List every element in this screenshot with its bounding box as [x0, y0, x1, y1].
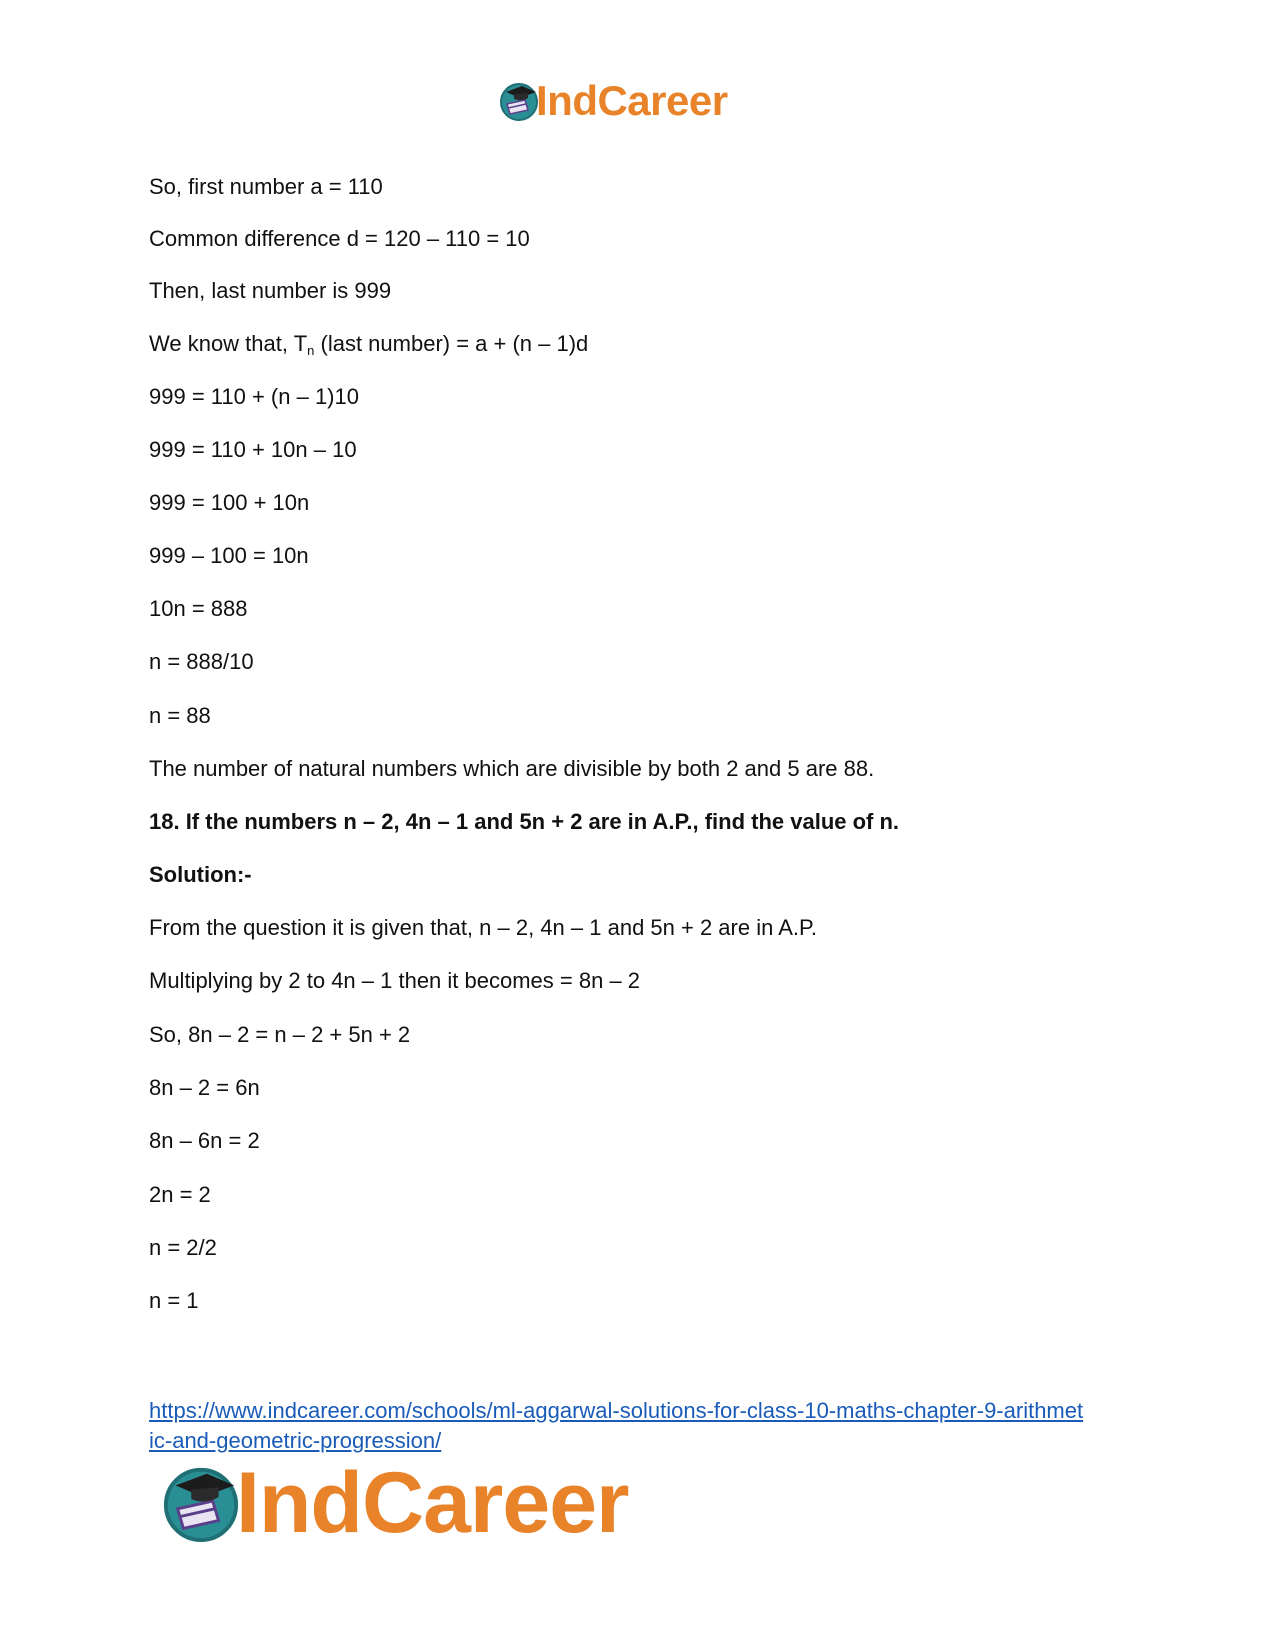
question-title: 18. If the numbers n – 2, 4n – 1 and 5n + 2 are in A.P., find the value of n. [149, 809, 900, 834]
solution-step: 8n – 6n = 2 [149, 1128, 260, 1153]
text-line: 999 = 100 + 10n [149, 490, 310, 515]
solution-step: n = 1 [149, 1288, 199, 1313]
solution-step: So, 8n – 2 = n – 2 + 5n + 2 [149, 1022, 411, 1047]
formula-suffix: (last number) = a + (n – 1)d [314, 331, 589, 356]
logo-wordmark: IndCareer [236, 1455, 629, 1551]
source-link[interactable] [149, 1396, 1139, 1456]
solution-step: 8n – 2 = 6n [149, 1075, 260, 1100]
header-logo [498, 77, 728, 124]
text-line: 999 = 110 + (n – 1)10 [149, 384, 359, 409]
solution-label: Solution:- [149, 862, 252, 887]
source-link-line-1[interactable]: https://www.indcareer.com/schools/ml-aggarwal-solutions-for-class-10-maths-chapter-9-arithmet [149, 1398, 1084, 1423]
solution-step: 2n = 2 [149, 1182, 211, 1207]
graduation-globe-icon [498, 80, 540, 122]
text-line: Common difference d = 120 – 110 = 10 [149, 226, 530, 251]
text-line: Then, last number is 999 [149, 278, 392, 303]
text-line: n = 888/10 [149, 649, 254, 674]
text-line: n = 88 [149, 703, 211, 728]
logo-wordmark: IndCareer [536, 77, 728, 124]
main-content [149, 174, 1129, 1314]
text-line: 999 = 110 + 10n – 10 [149, 437, 357, 462]
footer-logo [160, 1455, 629, 1551]
source-link-line-2[interactable]: ic-and-geometric-progression/ [149, 1428, 442, 1453]
formula-subscript: n [307, 343, 315, 358]
formula-line [149, 331, 1129, 357]
text-line: 10n = 888 [149, 596, 248, 621]
conclusion-line: The number of natural numbers which are divisible by both 2 and 5 are 88. [149, 756, 875, 781]
graduation-globe-icon [160, 1462, 242, 1544]
text-line: 999 – 100 = 10n [149, 543, 309, 568]
solution-step: n = 2/2 [149, 1235, 217, 1260]
text-line: So, first number a = 110 [149, 174, 383, 199]
solution-step: Multiplying by 2 to 4n – 1 then it becomes = 8n – 2 [149, 968, 641, 993]
solution-step: From the question it is given that, n – 2, 4n – 1 and 5n + 2 are in A.P. [149, 915, 817, 940]
formula-prefix: We know that, T [149, 331, 308, 356]
